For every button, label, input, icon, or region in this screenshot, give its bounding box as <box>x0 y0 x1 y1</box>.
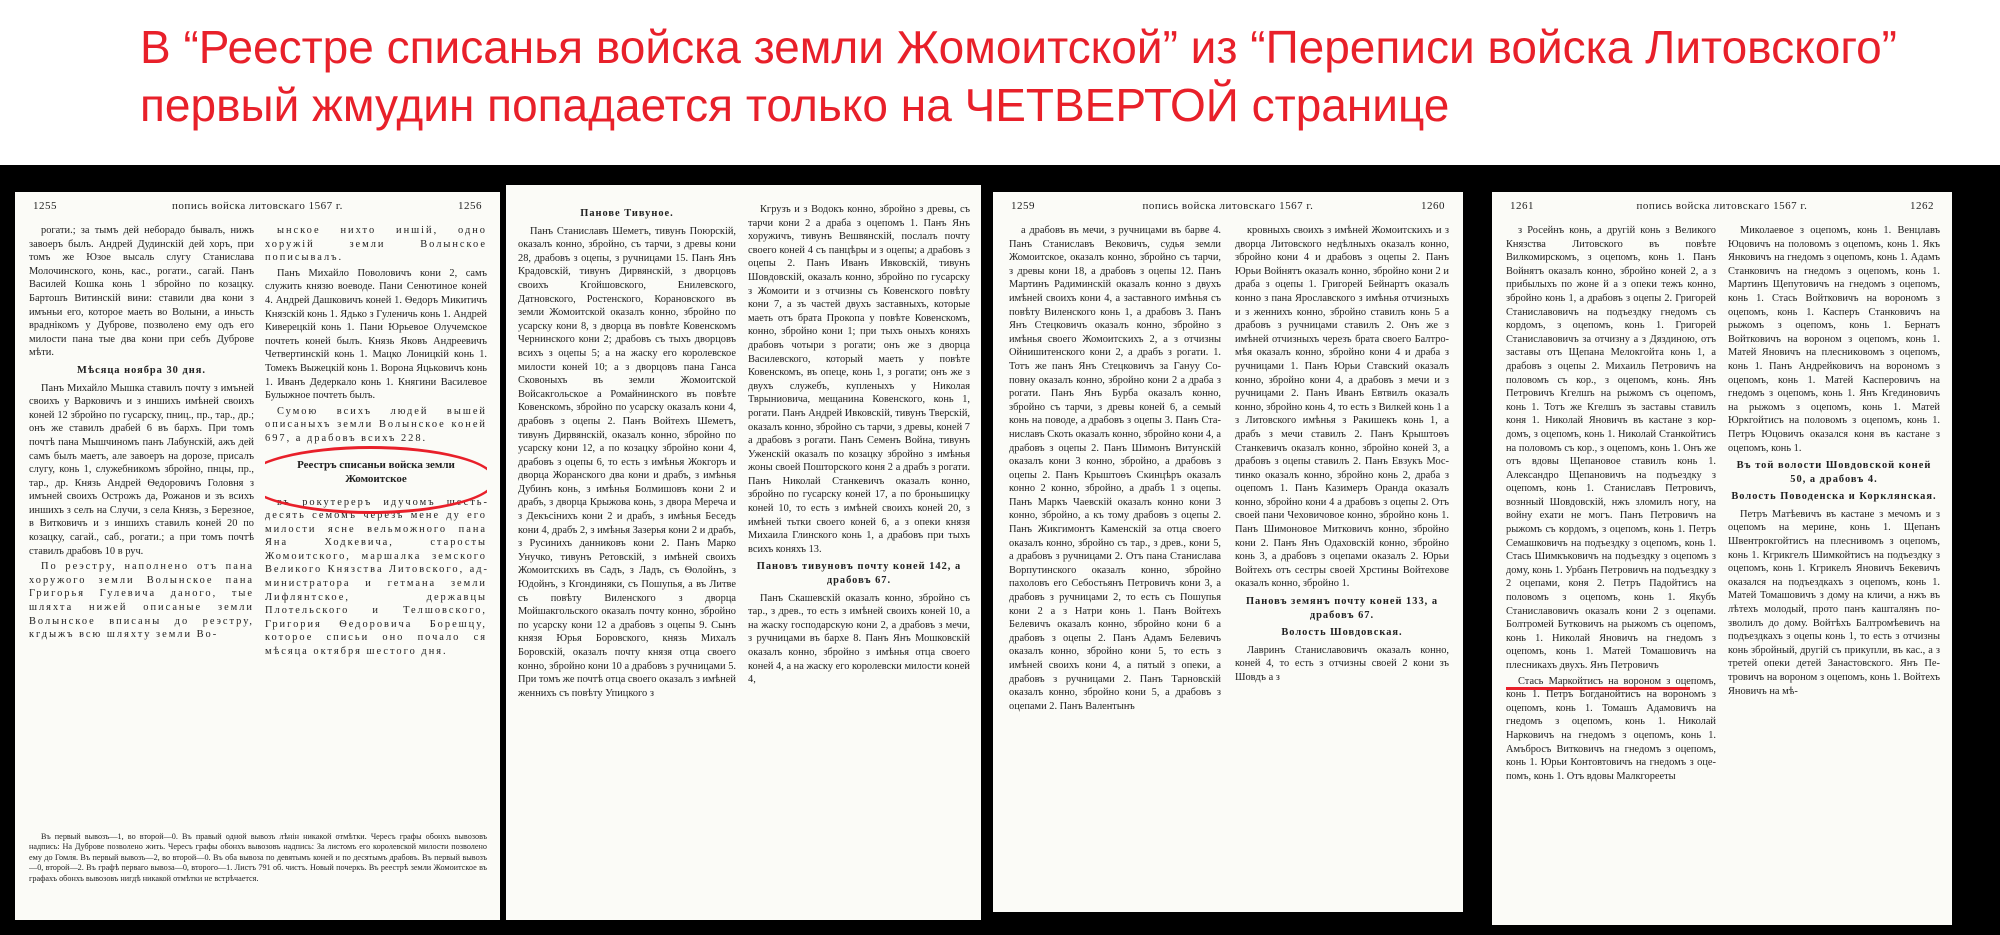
footnotes <box>29 832 487 916</box>
running-title: попись войска литовскаго 1567 г. <box>172 200 343 212</box>
scan-page-4 <box>1492 192 1952 925</box>
page-header <box>1492 192 1952 220</box>
page-number-left: 1255 <box>33 200 57 212</box>
red-underline-highlight <box>1506 687 1690 690</box>
scan-page-3 <box>993 192 1463 912</box>
section-heading: Волость Шовдовская. <box>1281 627 1403 639</box>
section-date: Мѣсяца ноябра 30 дня. <box>77 364 206 376</box>
page-header <box>993 192 1463 220</box>
paragraph: Панъ Станиславъ Шеметъ, тивунъ Поюрскій, оказалъ конно, збройно, съ тарчи, з древы кони 28, драбовъ з оцепы, з ручницами 15. Панъ Янъ Крадовскій, тивунъ Дирвянскій, з дворцовъ своихъ Кгойшовского, Енилевского, Датновского, Ростенского, Корановского въ земли Жомоитской оказалъ конно, збройно по усарску кони 8, з дворца въ повѣте Ковенскомъ Чернинского кони 2; драбовъ съ тыхъ дворцовъ всихъ з оцепы 5; а на жаску его королевское милости коней 10; а з дворцовъ пана Ганса Сковоныхъ въ земли Жомоитской Войсакгольское а Ромайнинского въ повѣте Ковенскомъ, збройно по усарску оказалъ кони 4, драбовъ з оцепы 2. Панъ Войтехъ Шеметъ, тивунъ Дирвянскій, оказалъ конно, збройно по усарску кони 12, а по козацку збройно кони 4, драбовъ з оцепы 6, то есть з имѣнья Жокгоръ и дворца Жоранского два кони и драбъ, з имѣнья Дубинъ конь, з имѣнья Болмишовъ кони 2 и драбъ, з дворца Крыжова конь, з двора Мереча и з Декъсінихъ кони 2 и драбъ, з имѣнья Беседъ кони 4, драбъ 2, з имѣнья Зазерья кони 2 и драбъ, з Русинихъ данниковъ кони 2. Панъ Марко Унучко, тивунъ Ретовскій, з имѣней своихъ Жомоитскихъ въ Садъ, з Ладъ, съ Ѳолойнъ, з Юдойнъ, з Кгондиняки, съ Пошупья, а въ Литве съ повѣту Виленского з дворца Мойшакгольского оказалъ почту конно, збройно по усарску кони 12 а драбовъ з оцепы 9. Сынъ князя Юрья Боровского, князь Михалъ Боровскій, оказалъ почту князя отца своего конно, збройно кони 10 а драбовъ з ручницами 5. При томъ же почтѣ отца своего оказалъ з имѣней женнихъ съ повѣту Упицкого з <box>518 225 736 699</box>
highlighted-entry-wrap <box>1506 675 1716 784</box>
text-column-left <box>29 224 254 830</box>
footnote-text: Въ первый вывозъ—1, во второй—0. Въ правый одной вывозъ лѣнін никакой отмѣтки. Чересъ графы обонхъ вывозовъ надпись: На Дуброве позволено жить. Чересъ графы обонхъ вывозовъ надпись: За листомъ его королевской милости позволено ему до Гомля. Въ первый вывозъ—2, во второй—0. Въ оба вывоза по девятымъ коней и по десятымъ драбовъ. Въ первый вывозъ—0, второй—2. Въ графѣ перваго вывоза—0, второго—1. Листъ 791 об. чистъ. Новый почеркъ. Въ реестрѣ земли Жомоитское въ графахъ обонхъ вывозовъ нигдѣ никакой отмѣтки не встрѣчается. <box>29 832 487 883</box>
paragraph: рогати.; за тымъ дей неборадо бывалъ, нижъ завоеръ былъ. Андрей Дудинскій дей хоръ, при томъ же Юзое высаль слугу Станислава Молочинского, конь, кас., рогати., сагай. Панъ Василей Кошка конь 1 збройно по козацку. Бартошъ Витинскій вини: ставили два кони з имъньи его, которое маеть во Волыни, а иньсть враднікомъ у Дуброве, позволено ему одъ его милости пана тые два кони при себъ Дуброве мѣти. <box>29 225 254 359</box>
page-number-right: 1262 <box>1910 200 1934 212</box>
section-heading: Панове Тивуное. <box>580 208 674 219</box>
paragraph: Миколаевое з оцепомъ, конь 1. Венцлавъ Юцовичъ на половомъ з оцепомъ, конь 1. Якъ Янковичъ на гнедомъ з оцепомъ, конь 1. Адамъ Станковичъ на гнедомъ з оцепомъ, конь 1. Мартинъ Щепутовичъ на гнедомъ з оцепомъ, конь 1. Стась Войтковичъ на ворономъ з оцепомъ, конь 1. Касперъ Станковичъ на рыжомъ з оцепомъ, конь 1. Бернатъ Войтковичъ на вороном з оцепомъ, конь 1. Матей Яновичъ на плесниковомъ з оцепомъ, конь 1. Панъ Андрейковичъ на ворономъ з оцепомъ, конь 1. Матей Касперовичъ на гнедомъ з оцепомъ, конь 1. Янъ Кгединовичъ на рыжомъ з оцепомъ, конь 1. Матей Юркгойтисъ на половомъ з оцепомъ, конь 1. Петръ Юцовичъ оказался коня въ кастане з оцепомъ, конь 1. <box>1728 225 1940 454</box>
paragraph: въ рокутереръ идучомъ шестьдесять семомъ черезъ мене ду его милости ясне вельможного пана Яна Ходкевича, старосты Жомоитского, маршалка земского Великого Князства Литовского, администратора и гетмана земли Лифлянтское, державцы Плотельского и Телшовского, Григория Ѳедоровича Борешцу, которое списьи оно почало ся мѣсяца октября шестого дня. <box>265 496 487 658</box>
text-column-left <box>518 203 736 914</box>
section-heading: Волость Поводенска и Корклянская. <box>1731 491 1937 503</box>
paragraph: Панъ Михайло Поволовичъ кони 2, самъ служить князю воеводе. Пани Сенютиное коней 4. Андрей Дашковичъ коней 1. Ѳедоръ Микитичъ Князскій конь 1. Ядько з Гуленичь конь 1. Андрей Киверецкій конь 1. Пани Юрьевое Олучемское почтеть коней былъ. Князь Яковъ Андреевичъ Четвертинскій конь 1. Мацко Лоницкій конь 1. Томекъ Выжецкій конь 1. Ворона Яцьковичъ конь 1. Иванъ Дедеркало конь 1. Княгини Василевое Булыжное почтеть былъ. <box>265 267 487 402</box>
paragraph: ынское нихто иншій, одно хоружій земли Волынское пописывалъ. <box>265 225 487 264</box>
page-number-left: 1259 <box>1011 200 1035 212</box>
paragraph: Лавринъ Станиславовичъ оказалъ конно, коней 4, то есть з отчизны своей 2 кони зъ Шовдъ а з <box>1235 644 1449 683</box>
text-column-right <box>1728 224 1940 919</box>
running-title: попись войска литовскаго 1567 г. <box>1636 200 1808 212</box>
circled-heading-wrap <box>265 452 487 492</box>
page-number-right: 1260 <box>1421 200 1445 212</box>
scan-page-1 <box>15 192 500 920</box>
headline-line-2: первый жмудин попадается только на ЧЕТВЕРТОЙ странице <box>140 79 1450 131</box>
paragraph: Панъ Скашевскій оказалъ конно, збройно съ тар., з древ., то есть з имѣней своихъ коней 10, а на жаску господарскую кони 2, а драбовъ з мечи, з ручницами въ бархе 8. Панъ Янъ Мошковскій оказалъ конно, збройно з имѣнья отца своего коней 4, а на жаску его королевски милости коней 4, <box>748 592 970 686</box>
paragraph: Петръ Матѣевичъ въ кастане з мечомъ и з оцепомъ на мерине, конь 1. Щепанъ Швентрокгойтисъ на плеснивомъ з оцепомъ, конь 1. Кгрикгелъ Шимкойтисъ на подъездку з оцепомъ, конь 1. Кгрикелъ Яновичъ Бекевичъ оказался на подъездкахъ з оцепомъ, конь 1. Матей Томашовичъ з дому на кличи, а нжъ въ лѣтехъ молодый, прото панъ кашталянъ позволилъ до дому. Войтѣхъ Балтромѣевичъ на подъездкахъ з оцепы конь 1, то есть з отчизны конь збройный, другій съ прикупли, въ кас., а з третей опеки детей Занастовского. Янъ Петровичъ на вороном з оцепомъ, конь 1. Войтехъ Яновичъ на мѣ- <box>1728 508 1940 697</box>
paragraph: з Росейнъ конь, а другій конь з Великого Князства Литовского въ повѣте Вилкомирскомъ, з оцепомъ, конь 1. Панъ Войнятъ оказалъ конно, збройно коней 2, а з прибылыхъ по жоне й а з опеки тежъ конно, збройно конь 1, а драбовъ з оцепы 2. Григорей Станиславовичъ на подъездку гнедомъ съ кордомъ, з оцепомъ, конь 1. Григорей Станиславовичъ за отчизну а з Дяздиною, отъ заставы отъ Щепана Мелокгойта конь 1, а драбовъ з оцепы 2. Михаиль Петровичъ на половомъ съ кор., з оцепомъ, конь. Янъ Петровичъ Кгелшъ на рыжомъ съ оцепомъ, конь 1. Тотъ же Кгелшъ зъ заставы ставилъ коня 1. Николай Яновичъ въ кастане з кордомъ, з оцепомъ, конь 1. Николай Станкойтисъ на половомъ съ кор., з оцепомъ, конь 1. Онъ же отъ вдовы Щепановое ставилъ конь 1. Александро Щепановичъ на подъездку з оцепомъ, конь 1. Станиславъ Петровичъ, вознный Шовдовскій, нжъ зломилъ ногу, на войну ехати не могъ. Панъ Петровичъ на рыжомъ съ кордомъ, з оцепомъ, конь 1. Петръ Семашковичъ на подъездку з оцепомъ, конь 1. Стась Шимкъковичъ на подъездку з оцепомъ з дому, конь 1. Урбанъ Петровичъ на подъездку з 2 оцепами, коня 2. Петръ Падойтисъ на половомъ з оцепомъ, конь 1. Якубъ Станиславовичъ оказалъ кони 2 з оцепами. Болтромей Бутковичъ на рыжомъ съ оцепомъ, конь 1. Николай Яновичъ на гнедомъ з оцепомъ, конь 1. Матей Томашовичъ на плесникахъ двухъ. Янъ Петровичъ <box>1506 225 1716 671</box>
running-title: попись войска литовскаго 1567 г. <box>1142 200 1314 212</box>
total-line: Сумою всихъ людей вышей описаныхъ земли Волынское коней 697, а драбовъ всихъ 228. <box>265 405 487 444</box>
page-header <box>15 192 500 220</box>
text-column-left <box>1009 224 1221 906</box>
scan-area <box>0 165 2000 935</box>
text-column-right <box>1235 224 1449 906</box>
text-column-right <box>748 203 970 914</box>
scan-page-2 <box>506 185 981 920</box>
page-number-right: 1256 <box>458 200 482 212</box>
paragraph: а драбовъ въ мечи, з ручницами въ барве 4. Панъ Станиславъ Вековичъ, судья земли Жомоитское, оказалъ конно, збройно съ тарчи, з древы кони 18, а драбовъ з оцепы 12. Панъ Мартинъ Радиминскій оказалъ конно з двухъ имѣней своихъ кони 4, а заставного имѣнья съ повѣту Виленского конь 1, а драбовъ 3. Панъ Янъ Стецковичъ оказалъ конно, збройно з имѣнья своего Жомоитскихъ 2, а з отчизны Ойнишитенского кони 2, а драбъ з рогати. 1. Тотъ же панъ Янъ Стецковичъ за Гануу Соповну оказалъ конно, збройно кони 2 а драба з рогати. Панъ Янъ Бурба оказалъ конно, збройно съ тарчи, з древы коней 6, а семый конь на поводе, а драбовъ з оцепы 3. Панъ Станиславъ Скоть оказалъ конно, збройно кони 4, а драбовъ з оцепы 2. Панъ Шимонъ Витунскій оказалъ кони 3 конно, збройно, а драбовъ з оцепы 2. Панъ Крыштоѳъ Скинцѣръ оказалъ конно 2 конно, збройно, а драбъ 1 з оцепы. Панъ Маркъ Чаевскій оказалъ конно кони 3 конно, збройно, а къ тому драбовъ з оцепы 2. Панъ Жикгимонтъ Каменскій за отца своего оказалъ конно, збройно съ тар., з древ., кони 5, а драбовъ з ручницами 2. Отъ пана Станислава Ворпутинского оказалъ конно, збройно пахоловъ его Себостьянъ Петровичъ кони 3, а драбовъ з ручницами 2, то есть съ Пошупья кони 2 а з Натри конь 1. Панъ Войтехъ Белевичъ оказалъ конно, збройно кони 6 а драбовъ з оцепы 2. Панъ Адамъ Белевичъ оказалъ конно, збройно кони 5, то есть з имѣней своихъ кони 4, а пятый з опеки, а драбовъ з ручницами 2. Панъ Тарновскій оказалъ конно, збройно кони 5, а драбовъ з оцепами 2. Панъ Валентынъ <box>1009 225 1221 712</box>
paragraph: Кгрузъ и з Водокъ конно, збройно з древы, съ тарчи кони 2 а драба з оцепомъ 1. Панъ Янъ хоружичъ, тивунъ Вешвянскій, послалъ почту своего коней 4 съ панцѣры и з оцепы; а драбовъ з оцепы 2. Панъ Иванъ Ивковскій, тивунъ Шовдовскій, оказалъ конно, збройно по гусарску з Жомоити и з отчизны съ Ковенского повѣту кони 7, а зъ частей двухъ заставныхъ, которые маеть отъ брата Прокопа у повѣте Ковенскомъ, конно, збройно кони 1; при тыхъ оныхъ коняхъ драбовъ чотыри з рогати; онъ же з дворца Василевского, который маеть у повѣте Ковенскомъ, въ опеце, конь 1, з рогати; онъ же з двухъ служебъ, купленыхъ у Николая Тврыниовича, мещанина Ковенского, конь 1, рогати. Панъ Андрей Ивковскій, тивунъ Тверскій, оказалъ конно, збройно съ тарчи, з древы, коней 7 а драбовъ з рогати. Панъ Семенъ Война, тивунъ Уженскій оказалъ по козацку збройно з имѣнья жоны своей Пошторского коня 2 а драбъ з рогати. Панъ Николай Станкевичъ оказалъ конно, збройно по гусарску коней 17, а по броньшицку коней 10, то есть з имѣней своихъ коней 20, з имѣней тьтки своего коней 6, а з опеки князя Михаила Глинского конь 1, а драбовъ при тыхъ всихъ коняхъ 13. <box>748 204 970 555</box>
text-column-left <box>1506 224 1716 919</box>
registry-heading: Реестръ списаньи войска земли Жомоитское <box>297 458 455 485</box>
total-line: Пановъ тивуновъ почту коней 142, а драбовъ 67. <box>756 561 962 587</box>
total-line: Въ той волости Шовдовской коней 50, а драбовъ 4. <box>1736 460 1932 485</box>
text-column-right <box>265 224 487 830</box>
paragraph: Панъ Михайло Мышка ставилъ почту з имъней своихъ у Варковичъ и з иншихъ имѣней своихъ коней 12 збройно по гусарску, пниц., пр., тар., др.; онъ же ставилъ драбей 6 въ бархъ. При томъ почтѣ пана Мышчиномъ панъ Лабунскій, ажъ дей самъ былъ маетъ, але завоеръ на дорозе, присалъ слугу, конь 1, служебникомъ збройно, пнцы, пр., тар., др. Князь Андрей Ѳедоровичъ Головня з имъней своихъ Острожъ да, Рожанов и зъ всихъ иншихъ з селъ на Случи, з села Князь, з Березное, в Витковичъ и з иншихъ ставилъ коней 20 по козацку, сагай., саб., рогати.; а при томъ почтѣ ставилъ драбовъ 10 в руч. <box>29 382 254 557</box>
paragraph: кровныхъ своихъ з имѣней Жомоитскихъ и з дворца Литовского недѣлныхъ оказалъ конно, збройно кони 4 и драбовъ з оцепы 2. Панъ Юрьи Войнятъ оказалъ конно, збройно кони 2 и драба з оцепы 1. Григорей Бейнартъ оказалъ конно з пана Ярославского з имѣнья отчизныхъ и з женнихъ конно, збройно ставилъ конь 5 а драбовъ з ручницами ставилъ 2. Онъ же з имѣней отчизныхъ черезъ брата своего Балтромѣя оказалъ конно, збройно кони 4 и драба з ручницами 1. Панъ Юрьи Ставский оказалъ конно, збройно кони 4, а драбовъ з мечи и з ручницами 2. Панъ Иванъ Евтвилъ оказалъ конно, збройно конь 4, то есть з Вилкей конь 1 а з Литовского имѣнья з Ракишекъ конь 1, а драбъ з мечи ставилъ 2. Панъ Крыштоѳъ Станкевичъ оказалъ конно, збройно коней 3, а драбовъ з оцепы ставилъ 2. Панъ Евзукъ Мостинко оказалъ конно, збройно конь 2, драба з оцепомъ 1. Панъ Казимеръ Оранда оказалъ конно, збройно кони 4 а драбовъ з оцепы 2. Отъ своей пани Чеховичовое конно, збройно конь 1. Панъ Шимоновое Митковичъ конно, збройно кони 2. Панъ Янъ Одаховскій конно, збройно конь 3, а драбовъ з оцепами оказалъ 2. Юрьи Войтехъ отъ сестры своей Хрстины Войтехове оказалъ конно, збройно 1. <box>1235 225 1449 590</box>
headline-line-1: В “Реестре списанья войска земли Жомоитской” из “Переписи войска Литовского” <box>140 21 1897 73</box>
total-line: Пановъ земянъ почту коней 133, а драбовъ 67. <box>1245 596 1439 621</box>
first-zhmud-entry: Стась Маркойтисъ на вороном з оцепомъ, конь 1. Петръ Богданойтисъ на ворономъ з оцепомъ, конь 1. Томашъ Адамовичъ на гнедомъ з оцепомъ, конь 1. Николай Нарковичъ на гнедомъ з оцепомъ, конь 1. Амъбросъ Витковичъ на гнедомъ з оцепомъ, конь 1. Юрьи Контовтовичъ на гнедомъ з оцепомъ, конь 1. Отъ вдовы Малкгорееты <box>1506 675 1716 782</box>
page-number-left: 1261 <box>1510 200 1534 212</box>
headline <box>140 18 1980 134</box>
paragraph: По реэстру, наполнено отъ пана хоружого земли Волынское пана Григорья Гулевича даного, тые шляхта нижей описаные земли Волынское вписаны до реэстру, кгдыжъ всю шляхту земли Во- <box>29 561 254 641</box>
